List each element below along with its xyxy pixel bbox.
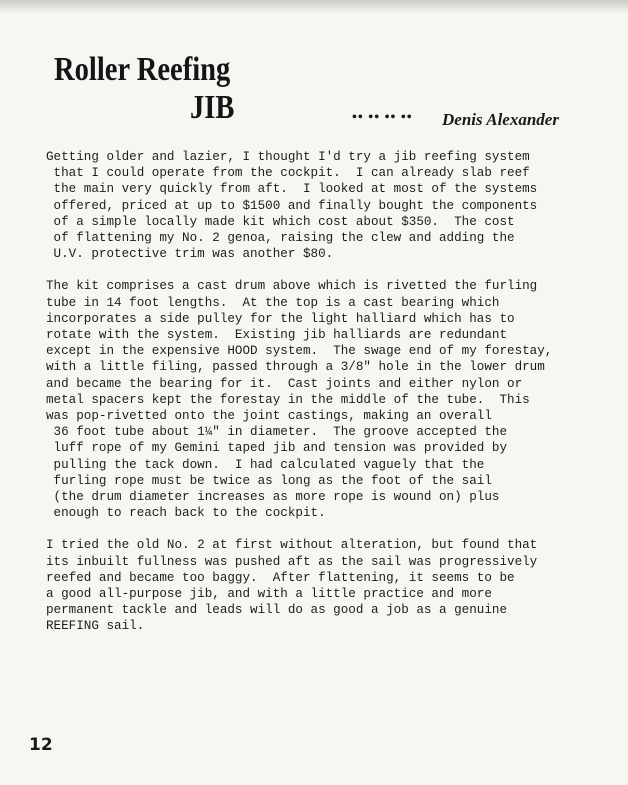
byline-dots: •• •• •• •• — [352, 110, 413, 125]
paragraph-line: rotate with the system. Existing jib halliards are redundant — [46, 328, 508, 343]
paragraph-line: was pop-rivetted onto the joint castings, making an overall — [46, 409, 492, 424]
paragraph-line: of a simple locally made kit which cost about $350. The cost — [46, 214, 515, 229]
paragraph-line: I tried the old No. 2 at first without alteration, but found that — [46, 538, 538, 553]
paragraph-line: the main very quickly from aft. I looked at most of the systems — [46, 182, 538, 197]
paragraph-line: permanent tackle and leads will do as good a job as a genuine — [46, 603, 508, 618]
page-number: 12 — [29, 735, 53, 755]
paragraph-line: a good all-purpose jib, and with a little practice and more — [46, 587, 492, 602]
paragraph-line: enough to reach back to the cockpit. — [46, 506, 326, 521]
paragraph-line: The kit comprises a cast drum above which is rivetted the furling — [46, 279, 538, 294]
paragraph-line: and became the bearing for it. Cast joints and either nylon or — [46, 376, 523, 391]
scan-shadow-edge — [0, 0, 628, 14]
paragraph-line: 36 foot tube about 1¼" in diameter. The groove accepted the — [46, 425, 508, 440]
paragraph-line: metal spacers kept the forestay in the middle of the tube. This — [46, 392, 530, 407]
paragraph-line: except in the expensive HOOD system. The swage end of my forestay, — [46, 344, 553, 359]
body-paragraph — [46, 537, 616, 634]
paragraph-line: reefed and became too baggy. After flattening, it seems to be — [46, 570, 515, 585]
paragraph-line: offered, priced at up to $1500 and finally bought the components — [46, 198, 538, 213]
paragraph-line: its inbuilt fullness was pushed aft as the sail was progressively — [46, 554, 538, 569]
paragraph-line: furling rope must be twice as long as the foot of the sail — [46, 473, 492, 488]
paragraph-line: REEFING sail. — [46, 619, 145, 634]
paragraph-line: U.V. protective trim was another $80. — [46, 247, 334, 262]
author-byline: Denis Alexander — [442, 110, 559, 129]
paragraph-line: pulling the tack down. I had calculated vaguely that the — [46, 457, 485, 472]
paragraph-line: luff rope of my Gemini taped jib and tension was provided by — [46, 441, 508, 456]
paragraph-line: Getting older and lazier, I thought I'd try a jib reefing system — [46, 150, 530, 164]
title-line-1: Roller Reefing — [54, 51, 231, 88]
body-paragraph — [46, 278, 616, 521]
paragraph-line: (the drum diameter increases as more rope is wound on) plus — [46, 490, 500, 505]
paragraph-line: of flattening my No. 2 genoa, raising the clew and adding the — [46, 231, 515, 246]
body-paragraph — [46, 149, 616, 262]
paragraph-line: with a little filing, passed through a 3/8" hole in the lower drum — [46, 360, 545, 375]
title-line-2: JIB — [190, 89, 235, 126]
article-body — [46, 149, 616, 651]
paragraph-line: incorporates a side pulley for the light halliard which has to — [46, 311, 515, 326]
paragraph-line: that I could operate from the cockpit. I can already slab reef — [46, 166, 530, 181]
paragraph-line: tube in 14 foot lengths. At the top is a cast bearing which — [46, 295, 500, 310]
